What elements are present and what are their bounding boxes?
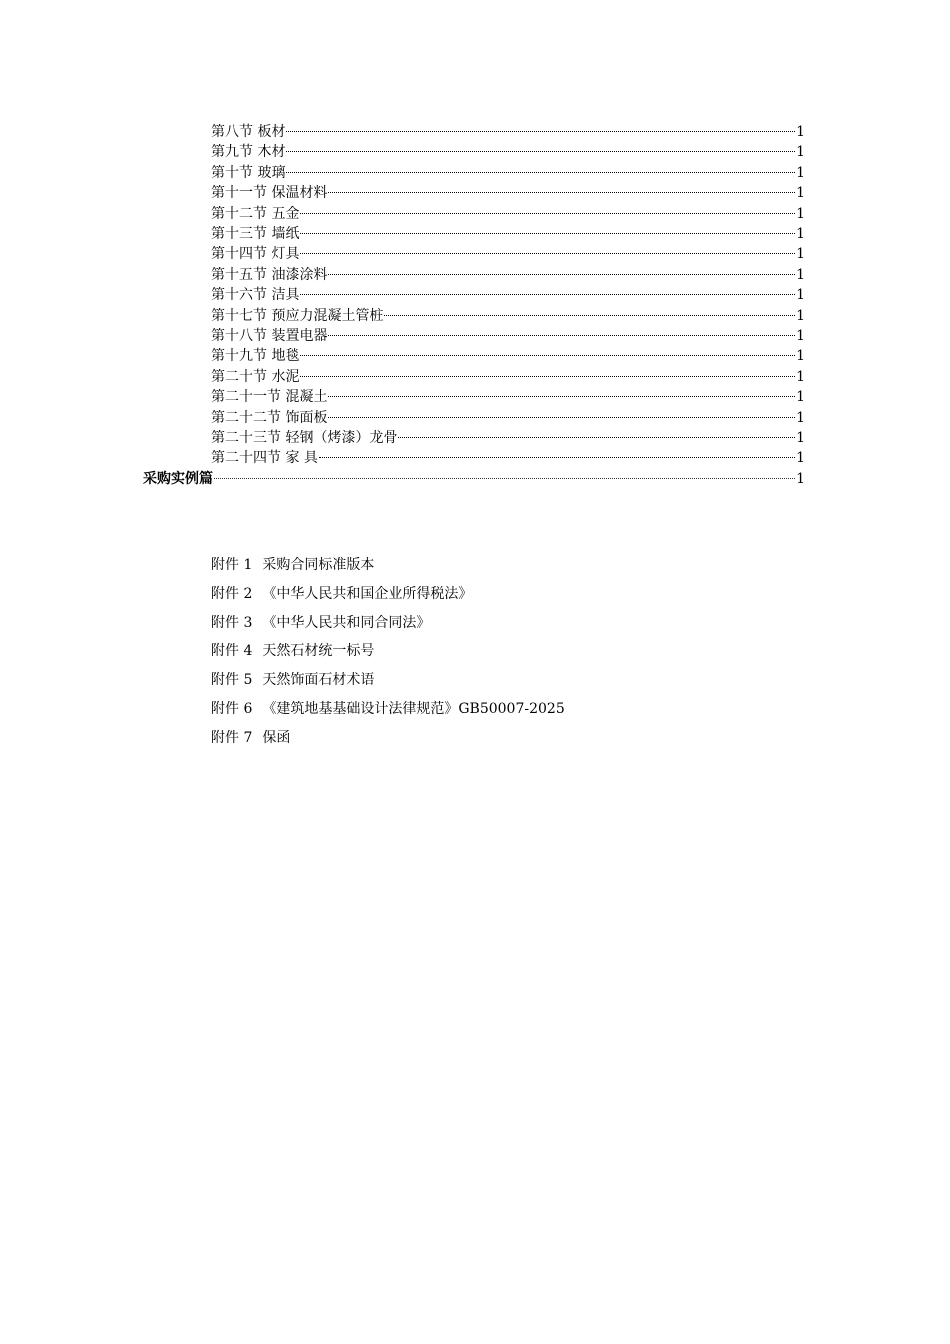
toc-entry-page: 1 bbox=[796, 226, 805, 242]
attachment-item bbox=[211, 611, 430, 635]
toc-entry[interactable] bbox=[211, 340, 805, 365]
toc-entry[interactable] bbox=[211, 218, 805, 242]
toc-entry-page: 1 bbox=[796, 368, 805, 385]
toc-entry-title: 第二十二节 饰面板 bbox=[211, 409, 328, 426]
toc-entry-page: 1 bbox=[796, 430, 805, 446]
toc-entry-page: 1 bbox=[796, 287, 805, 304]
attachment-title: 天然饰面石材术语 bbox=[262, 672, 375, 689]
toc-entry-title: 第十二节 五金 bbox=[211, 205, 300, 222]
toc-chapter-entry[interactable] bbox=[143, 463, 805, 487]
toc-entry-title: 第二十三节 轻钢（烤漆）龙骨 bbox=[211, 430, 398, 446]
toc-entry-title: 第十九节 地毯 bbox=[211, 348, 300, 365]
toc-entry[interactable] bbox=[211, 442, 805, 467]
attachment-label: 附件 5 bbox=[211, 672, 253, 689]
toc-chapter-title: 采购实例篇 bbox=[143, 471, 213, 487]
toc-entry-page: 1 bbox=[796, 144, 805, 161]
toc-entry-title: 第十八节 装置电器 bbox=[211, 328, 328, 344]
toc-entry-title: 第二十四节 家 具 bbox=[211, 450, 318, 467]
toc-entry-title: 第二十一节 混凝土 bbox=[211, 389, 328, 406]
attachment-label: 附件 4 bbox=[211, 643, 253, 660]
attachment-item bbox=[211, 726, 290, 750]
toc-leader-dots bbox=[300, 340, 795, 360]
toc-entry[interactable] bbox=[211, 259, 805, 283]
attachment-title: 天然石材统一标号 bbox=[262, 643, 375, 660]
toc-entry[interactable] bbox=[211, 381, 805, 406]
toc-leader-dots bbox=[328, 259, 795, 279]
toc-entry-page: 1 bbox=[796, 348, 805, 365]
toc-entry[interactable] bbox=[211, 238, 805, 263]
attachment-label: 附件 1 bbox=[211, 557, 253, 573]
toc-leader-dots bbox=[300, 279, 795, 299]
toc-leader-dots bbox=[214, 463, 795, 483]
toc-leader-dots bbox=[328, 402, 795, 422]
toc-leader-dots bbox=[286, 157, 795, 177]
attachment-title: 《中华人民共和国企业所得税法》 bbox=[262, 585, 473, 602]
toc-leader-dots bbox=[398, 422, 795, 442]
toc-entry-page: 1 bbox=[796, 185, 805, 202]
toc-leader-dots bbox=[328, 320, 795, 340]
toc-entry-page: 1 bbox=[796, 205, 805, 222]
toc-chapter-page: 1 bbox=[796, 471, 805, 487]
attachment-title: 《建筑地基基础设计法律规范》GB50007-2025 bbox=[262, 701, 565, 717]
attachment-label: 附件 2 bbox=[211, 585, 253, 602]
toc-leader-dots bbox=[300, 198, 795, 218]
attachment-title: 保函 bbox=[262, 729, 291, 746]
toc-entry[interactable] bbox=[211, 361, 805, 385]
toc-leader-dots bbox=[328, 381, 795, 401]
toc-entry-title: 第十五节 油漆涂料 bbox=[211, 266, 328, 283]
toc-entry[interactable] bbox=[211, 279, 805, 304]
toc-entry[interactable] bbox=[211, 198, 805, 222]
toc-leader-dots bbox=[319, 442, 795, 462]
toc-entry-title: 第十三节 墙纸 bbox=[211, 226, 300, 242]
toc-entry[interactable] bbox=[211, 422, 805, 446]
attachment-label: 附件 7 bbox=[211, 729, 253, 746]
toc-entry-page: 1 bbox=[796, 409, 805, 426]
attachment-item bbox=[211, 582, 472, 606]
toc-leader-dots bbox=[384, 300, 795, 320]
toc-leader-dots bbox=[300, 361, 795, 381]
toc-entry-page: 1 bbox=[796, 246, 805, 263]
toc-entry-page: 1 bbox=[796, 328, 805, 344]
toc-leader-dots bbox=[300, 238, 795, 258]
toc-entry-title: 第十六节 洁具 bbox=[211, 287, 300, 304]
toc-entry[interactable] bbox=[211, 157, 805, 181]
toc-entry-title: 第十七节 预应力混凝土管桩 bbox=[211, 307, 384, 324]
toc-entry-page: 1 bbox=[796, 307, 805, 324]
attachment-item bbox=[211, 553, 374, 577]
attachment-title: 《中华人民共和同合同法》 bbox=[262, 614, 431, 631]
attachment-title: 采购合同标准版本 bbox=[262, 557, 375, 573]
toc-entry-page: 1 bbox=[796, 266, 805, 283]
toc-entry-title: 第十节 玻璃 bbox=[211, 164, 286, 181]
toc-entry-title: 第二十节 水泥 bbox=[211, 368, 300, 385]
attachment-label: 附件 3 bbox=[211, 614, 253, 631]
toc-entry[interactable] bbox=[211, 402, 805, 426]
toc-entry-page: 1 bbox=[796, 164, 805, 181]
toc-leader-dots bbox=[286, 116, 795, 136]
toc-entry-title: 第九节 木材 bbox=[211, 144, 286, 161]
toc-leader-dots bbox=[328, 177, 795, 197]
attachment-label: 附件 6 bbox=[211, 701, 253, 717]
toc-entry[interactable] bbox=[211, 136, 805, 161]
toc-leader-dots bbox=[300, 218, 795, 238]
attachment-item bbox=[211, 639, 374, 663]
toc-entry-page: 1 bbox=[796, 389, 805, 406]
toc-entry-page: 1 bbox=[796, 450, 805, 467]
attachment-item bbox=[211, 697, 565, 721]
toc-entry-title: 第十一节 保温材料 bbox=[211, 185, 328, 202]
toc-entry[interactable] bbox=[211, 300, 805, 324]
toc-entry[interactable] bbox=[211, 177, 805, 202]
toc-leader-dots bbox=[286, 136, 795, 156]
toc-entry-page: 1 bbox=[796, 124, 805, 140]
toc-entry[interactable] bbox=[211, 320, 805, 344]
attachment-item bbox=[211, 668, 374, 692]
toc-entry[interactable] bbox=[211, 116, 805, 140]
toc-entry-title: 第十四节 灯具 bbox=[211, 246, 300, 263]
toc-entry-title: 第八节 板材 bbox=[211, 124, 286, 140]
